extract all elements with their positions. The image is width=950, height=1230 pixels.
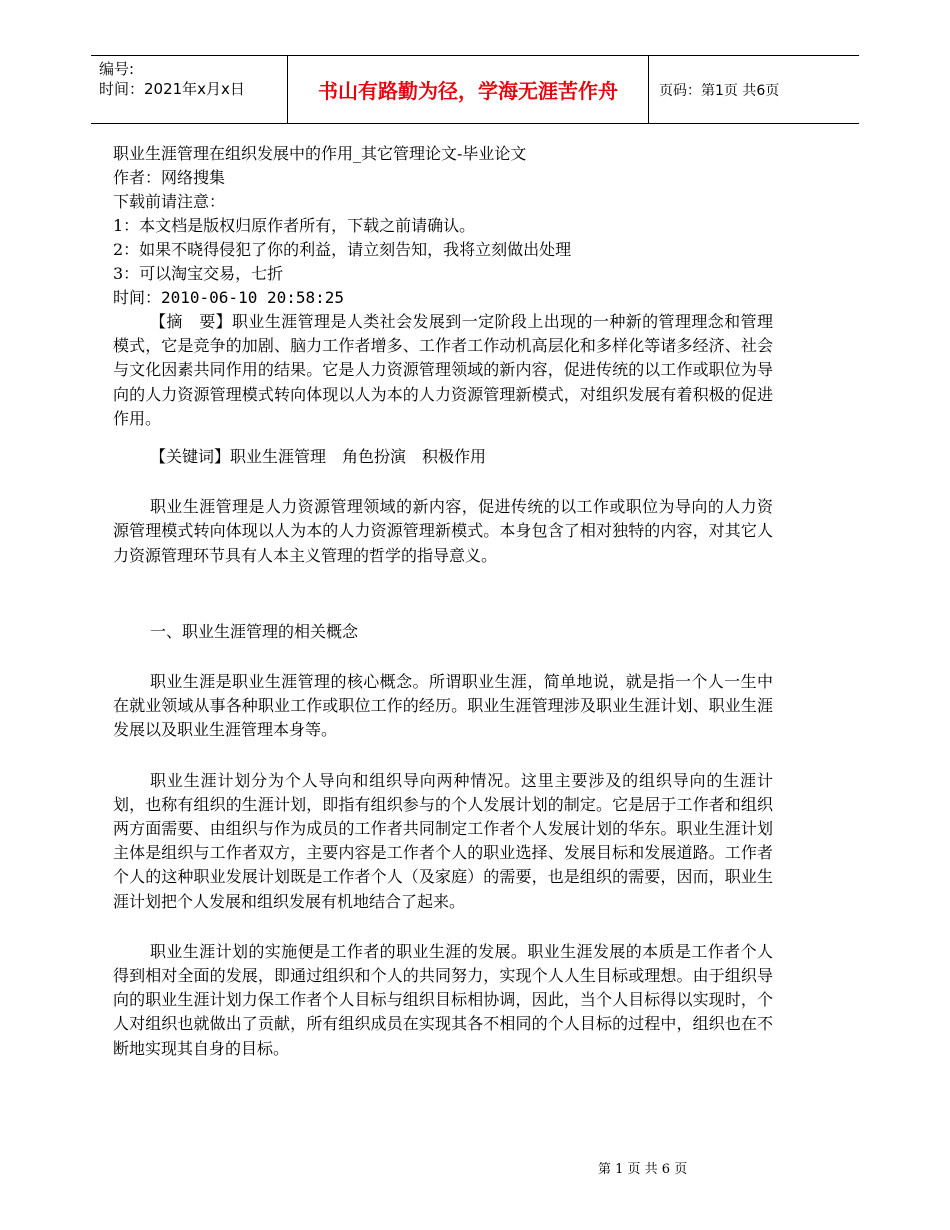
notice-item: 1：本文档是版权归原作者所有，下载之前请确认。 — [113, 216, 476, 235]
notice-item: 3：可以淘宝交易，七折 — [113, 264, 284, 283]
intro-paragraph: 职业生涯管理是人力资源管理领域的新内容，促进传统的以工作或职位为导向的人力资源管理模式转向体现以人为本的人力资源管理新模式。本身包含了相对独特的内容，对其它人力资源管理环节具有人本主义管理的哲学的指导意义。 — [113, 497, 773, 565]
header-meta — [99, 59, 245, 99]
page-footer: 第 1 页 共 6 页 — [598, 1162, 688, 1177]
notice-title: 下载前请注意： — [113, 192, 226, 211]
author: 作者：网络搜集 — [113, 168, 226, 187]
number-label: 编号: — [99, 60, 135, 78]
page-label: 页码：第1页 共6页 — [659, 82, 780, 99]
keywords: 【关键词】职业生涯管理 角色扮演 积极作用 — [150, 447, 487, 467]
time-label: 时间：2021年x月x日 — [99, 80, 245, 98]
notice-item: 2：如果不晓得侵犯了你的利益，请立刻告知，我将立刻做出处理 — [113, 240, 572, 259]
section-heading: 一、职业生涯管理的相关概念 — [150, 621, 359, 641]
paragraph: 职业生涯计划分为个人导向和组织导向两种情况。这里主要涉及的组织导向的生涯计划，也称有组织的生涯计划，即指有组织参与的个人发展计划的制定。它是居于工作者和组织两方面需要、由组织与作为成员的工作者共同制定工作者个人发展计划的华东。职业生涯计划主体是组织与工作者双方，主要内容是工作者个人的职业选择、发展目标和发展道路。工作者个人的这种职业发展计划既是工作者个人（及家庭）的需要，也是组织的需要，因而，职业生涯计划把个人发展和组织发展有机地结合了起来。 — [113, 770, 773, 911]
page-header — [91, 55, 859, 124]
doc-title: 职业生涯管理在组织发展中的作用_其它管理论文-毕业论文 — [113, 144, 527, 163]
paragraph: 职业生涯是职业生涯管理的核心概念。所谓职业生涯，简单地说，就是指一个人一生中在就业领域从事各种职业工作或职位工作的经历。职业生涯管理涉及职业生涯计划、职业生涯发展以及职业生涯管理本身等。 — [113, 672, 773, 740]
motto: 书山有路勤为径，学海无涯苦作舟 — [287, 56, 649, 123]
paragraph: 职业生涯计划的实施便是工作者的职业生涯的发展。职业生涯发展的本质是工作者个人得到相对全面的发展，即通过组织和个人的共同努力，实现个人人生目标或理想。由于组织导向的职业生涯计划力保工作者个人目标与组织目标相协调，因此，当个人目标得以实现时，个人对组织也就做出了贡献，所有组织成员在实现其各不相同的个人目标的过程中，组织也在不断地实现其自身的目标。 — [113, 941, 773, 1058]
abstract: 【摘 要】职业生涯管理是人类社会发展到一定阶段上出现的一种新的管理理念和管理模式，它是竞争的加剧、脑力工作者增多、工作者工作动机高层化和多样化等诸多经济、社会与文化因素共同作用的结果。它是人力资源管理领域的新内容，促进传统的以工作或职位为导向的人力资源管理模式转向体现以人为本的人力资源管理新模式，对组织发展有着积极的促进作用。 — [113, 312, 773, 428]
document-body — [113, 142, 773, 1061]
publish-time: 时间：2010-06-10 20:58:25 — [113, 288, 345, 307]
